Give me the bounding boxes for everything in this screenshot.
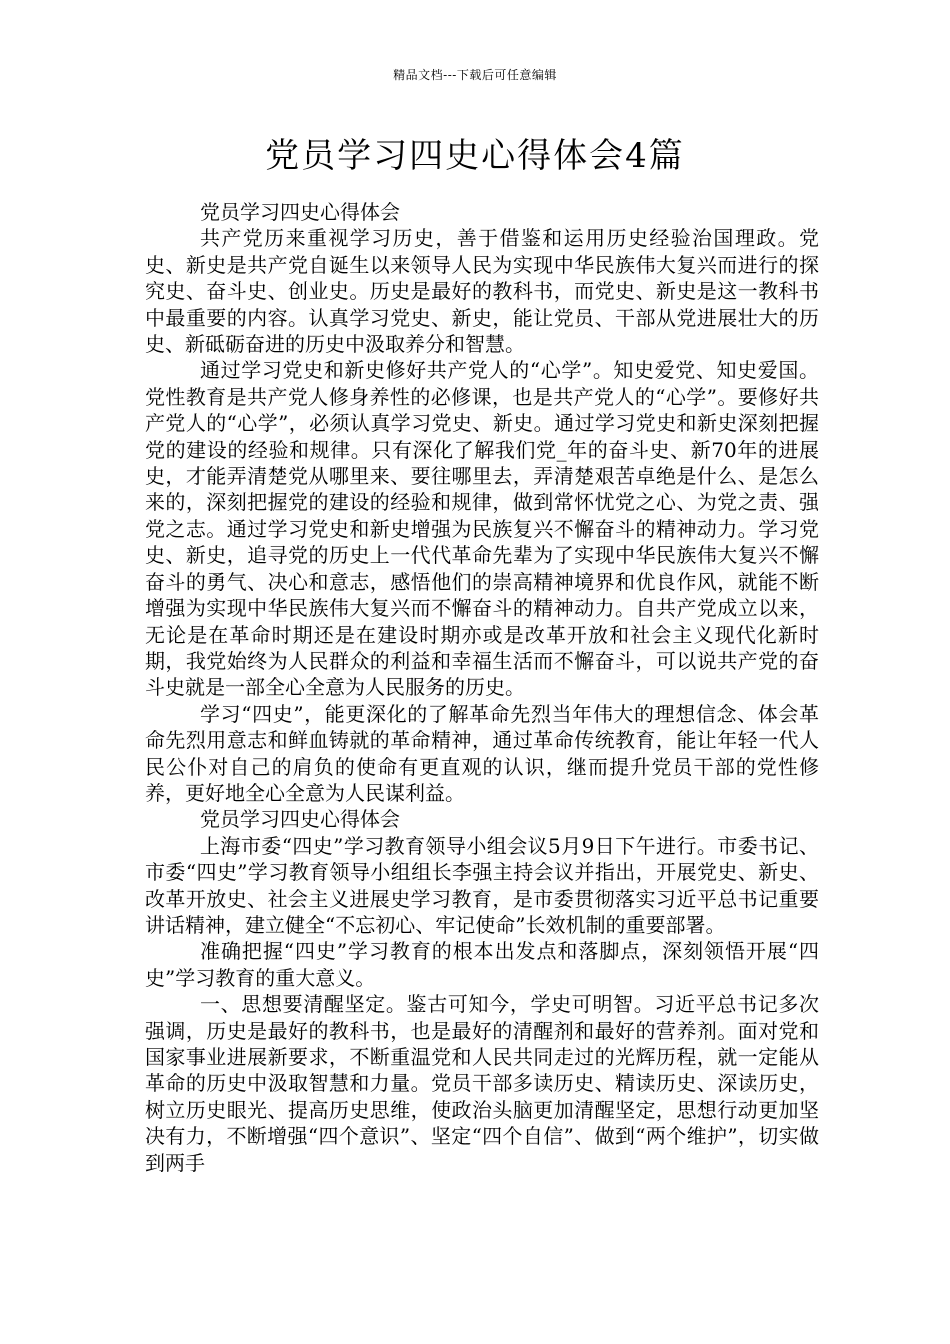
document-title: 党员学习四史心得体会4篇	[265, 136, 685, 176]
subheading-1: 党员学习四史心得体会	[200, 200, 400, 224]
page-header: 精品文档---下载后可任意编辑	[393, 68, 557, 82]
paragraph-3: 学习“四史”，能更深化的了解革命先烈当年伟大的理想信念、体会革命先烈用意志和鲜血铸就的革命精神，通过革命传统教育，能让年轻一代人民公仆对自己的肩负的使命有更直观的认识，继而提升党员干部的党性修养，更好地全心全意为人民谋利益。	[145, 701, 819, 805]
document-body	[145, 199, 819, 1176]
paragraph-2: 通过学习党史和新史修好共产党人的“心学”。知史爱党、知史爱国。党性教育是共产党人修身养性的必修课，也是共产党人的“心学”。要修好共产党人的“心学”，必须认真学习党史、新史。通过学习党史和新史深刻把握党的建设的经验和规律。只有深化了解我们党_年的奋斗史、新70年的进展史，才能弄清楚党从哪里来、要往哪里去，弄清楚艰苦卓绝是什么、是怎么来的，深刻把握党的建设的经验和规律，做到常怀忧党之心、为党之责、强党之志。通过学习党史和新史增强为民族复兴不懈奋斗的精神动力。学习党史、新史，追寻党的历史上一代代革命先辈为了实现中华民族伟大复兴不懈奋斗的勇气、决心和意志，感悟他们的崇高精神境界和优良作风，就能不断增强为实现中华民族伟大复兴而不懈奋斗的精神动力。自共产党成立以来，无论是在革命时期还是在建设时期亦或是改革开放和社会主义现代化新时期，我党始终为人民群众的利益和幸福生活而不懈奋斗，可以说共产党的奋斗史就是一部全心全意为人民服务的历史。	[145, 358, 819, 700]
paragraph-1: 共产党历来重视学习历史，善于借鉴和运用历史经验治国理政。党史、新史是共产党自诞生以来领导人民为实现中华民族伟大复兴而进行的探究史、奋斗史、创业史。历史是最好的教科书，而党史、新史是这一教科书中最重要的内容。认真学习党史、新史，能让党员、干部从党进展壮大的历史、新砥砺奋进的历史中汲取养分和智慧。	[145, 226, 819, 357]
paragraph-6: 一、思想要清醒坚定。鉴古可知今，学史可明智。习近平总书记多次强调，历史是最好的教科书，也是最好的清醒剂和最好的营养剂。面对党和国家事业进展新要求，不断重温党和人民共同走过的光辉历程，就一定能从革命的历史中汲取智慧和力量。党员干部多读历史、精读历史、深读历史，树立历史眼光、提高历史思维，使政治头脑更加清醒坚定，思想行动更加坚决有力，不断增强“四个意识”、坚定“四个自信”、做到“两个维护”，切实做到两手	[145, 992, 819, 1175]
subheading-2: 党员学习四史心得体会	[200, 807, 400, 832]
paragraph-4: 上海市委“四史”学习教育领导小组会议5月9日下午进行。市委书记、市委“四史”学习教育领导小组组长李强主持会议并指出，开展党史、新史、改革开放史、社会主义进展史学习教育，是市委贯彻落实习近平总书记重要讲话精神，建立健全“不忘初心、牢记使命”长效机制的重要部署。	[145, 833, 819, 937]
paragraph-5: 准确把握“四史”学习教育的根本出发点和落脚点，深刻领悟开展“四史”学习教育的重大意义。	[145, 939, 819, 990]
